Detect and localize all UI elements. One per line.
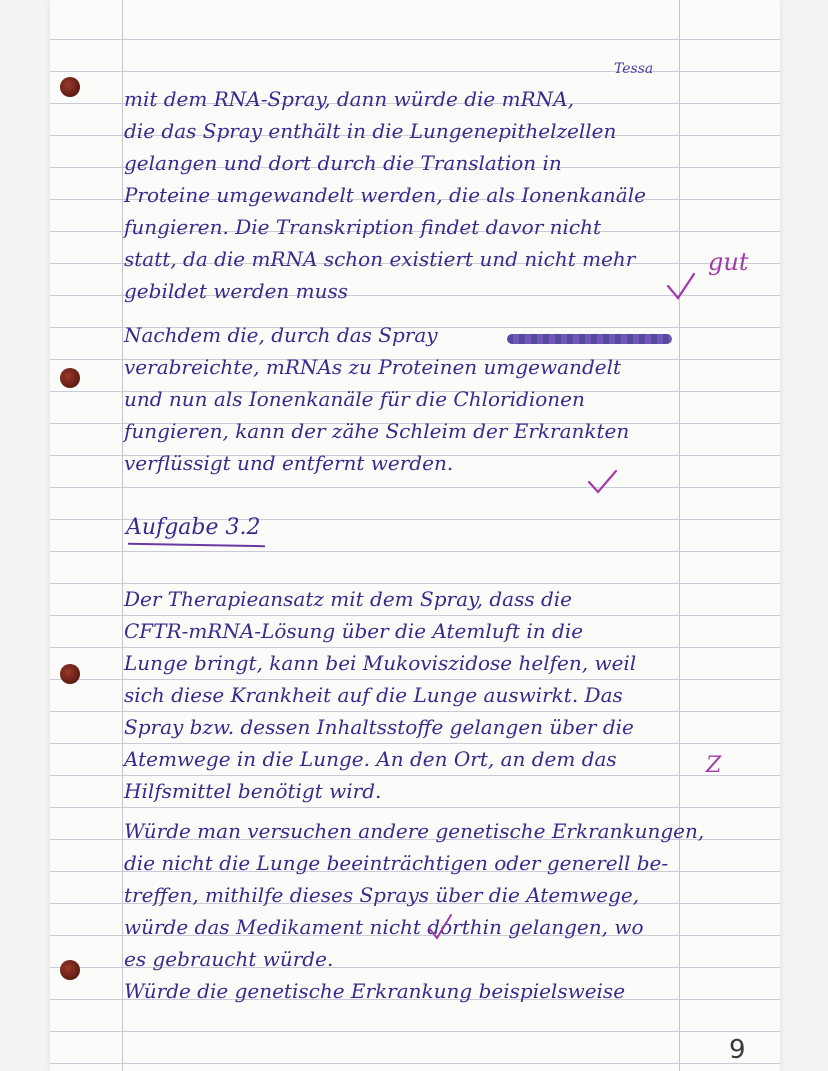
punch-hole xyxy=(60,368,80,388)
check-mark-icon xyxy=(664,270,698,304)
teacher-comment: gut xyxy=(708,248,749,276)
page-number: 9 xyxy=(729,1035,746,1065)
text-line: sich diese Krankheit auf die Lunge auswirkt. Das xyxy=(124,683,623,707)
task-heading-number: 3.2 xyxy=(225,515,261,540)
text-line: Proteine umgewandelt werden, die als Ionenkanäle xyxy=(124,183,646,207)
left-margin-line xyxy=(122,0,123,1071)
text-line: die nicht die Lunge beeinträchtigen oder generell be- xyxy=(124,851,669,875)
text-line: und nun als Ionenkanäle für die Chloridionen xyxy=(124,387,585,411)
text-line: würde das Medikament nicht dorthin gelangen, wo xyxy=(124,915,644,939)
punch-hole xyxy=(60,664,80,684)
text-line: Spray bzw. dessen Inhaltsstoffe gelangen über die xyxy=(124,715,634,739)
task-heading-prefix: Aufgabe xyxy=(126,515,226,540)
text-line: gelangen und dort durch die Translation in xyxy=(124,151,562,175)
text-line: treffen, mithilfe dieses Sprays über die Atemwege, xyxy=(124,883,640,907)
right-margin-line xyxy=(679,0,680,1071)
text-line: Würde man versuchen andere genetische Erkrankungen, xyxy=(124,819,705,843)
text-line: CFTR-mRNA-Lösung über die Atemluft in die xyxy=(124,619,584,643)
text-line: Atemwege in die Lunge. An den Ort, an dem das xyxy=(124,747,617,771)
text-line: fungieren, kann der zähe Schleim der Erkrankten xyxy=(124,419,630,443)
text-line: verflüssigt und entfernt werden. xyxy=(124,451,454,475)
text-line: statt, da die mRNA schon existiert und nicht mehr xyxy=(124,247,636,271)
crossed-out-text xyxy=(507,334,672,344)
text-line: fungieren. Die Transkription findet davor nicht xyxy=(124,215,602,239)
text-line: Würde die genetische Erkrankung beispielsweise xyxy=(124,979,626,1003)
text-line: es gebraucht würde. xyxy=(124,947,334,971)
check-mark-icon xyxy=(586,468,620,498)
text-line: Lunge bringt, kann bei Mukoviszidose helfen, weil xyxy=(124,651,637,675)
text-line: Hilfsmittel benötigt wird. xyxy=(124,779,382,803)
text-line: Nachdem die, durch das Spray xyxy=(124,323,438,347)
text-line: gebildet werden muss xyxy=(124,279,349,303)
text-line: Der Therapieansatz mit dem Spray, dass die xyxy=(124,587,572,611)
text-line: die das Spray enthält in die Lungenepithelzellen xyxy=(124,119,617,143)
text-line: mit dem RNA-Spray, dann würde die mRNA, xyxy=(124,87,574,111)
punch-hole xyxy=(60,77,80,97)
teacher-mark: Z xyxy=(706,753,722,778)
punch-hole xyxy=(60,960,80,980)
text-line: verabreichte, mRNAs zu Proteinen umgewandelt xyxy=(124,355,622,379)
task-heading xyxy=(126,517,261,539)
check-mark-icon xyxy=(426,912,454,942)
author-name: Tessa xyxy=(614,61,654,77)
